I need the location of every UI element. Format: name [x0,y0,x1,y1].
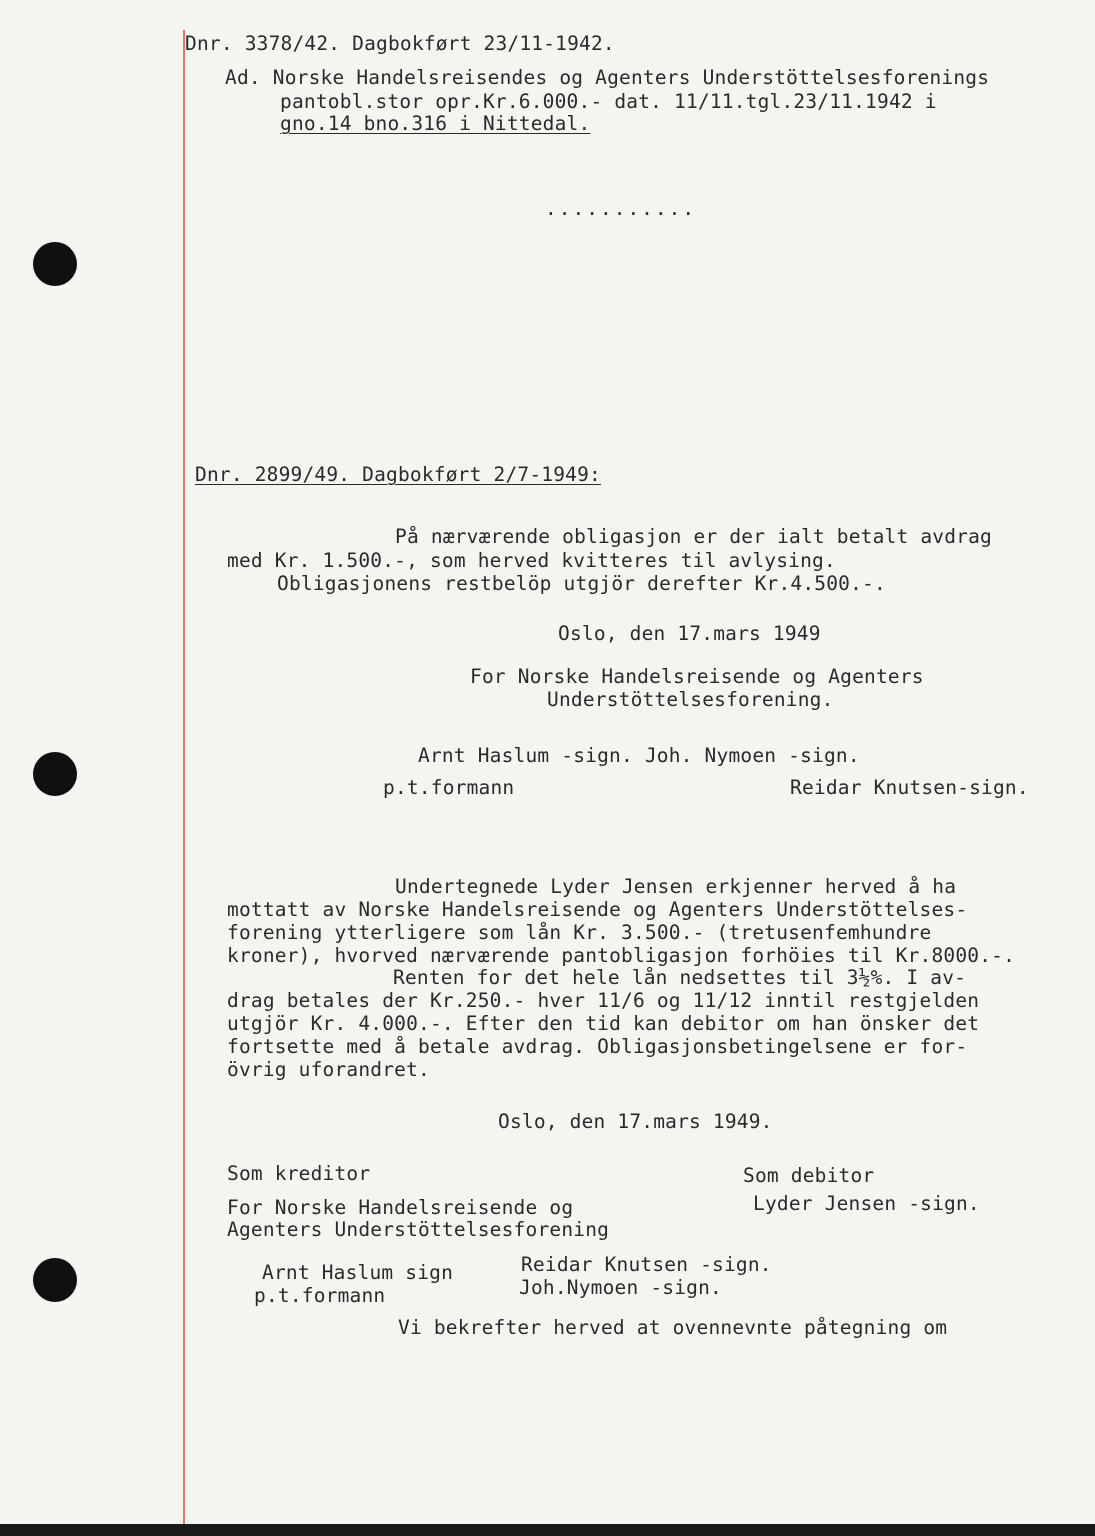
creditor-org-line-2: Agenters Understöttelsesforening [227,1218,610,1241]
scan-border [0,1524,1095,1536]
entry1-line-2: pantobl.stor opr.Kr.6.000.- dat. 11/11.tgl.23/11.1942 i [280,90,937,113]
entry1-dots: ........... [545,197,697,220]
punch-hole-top [33,242,77,286]
para2-line-8: fortsette med å betale avdrag. Obligasjonsbetingelsene er for- [227,1035,968,1058]
final-line: Vi bekrefter herved at ovennevnte påtegning om [398,1316,948,1339]
org-line-2: Understöttelsesforening. [547,688,834,711]
para2-line-5: Renten for det hele lån nedsettes til 3½%. I av- [393,966,967,989]
para1-line-3: Obligasjonens restbelöp utgjör derefter Kr.4.500.-. [277,572,886,595]
para2-line-4: kroner), hvorved nærværende pantobligasjon forhöies til Kr.8000.-. [227,944,1016,967]
role-1: p.t.formann [383,776,515,799]
para2-line-7: utgjör Kr. 4.000.-. Efter den tid kan debitor om han önsker det [227,1012,980,1035]
para2-line-1: Undertegnede Lyder Jensen erkjenner herved å ha [395,875,957,898]
creditor-org-line-1: For Norske Handelsreisende og [227,1196,574,1219]
creditor-sign: Arnt Haslum sign [262,1261,454,1284]
creditor-label: Som kreditor [227,1162,371,1185]
entry1-line-1: Ad. Norske Handelsreisendes og Agenters Understöttelsesforenings [225,66,990,89]
signer-1b: Reidar Knutsen-sign. [790,776,1029,799]
para1-line-2: med Kr. 1.500.-, som herved kvitteres til avlysing. [227,549,836,572]
para2-line-2: mottatt av Norske Handelsreisende og Agenters Understöttelses- [227,898,968,921]
red-margin-line [183,30,185,1524]
creditor-role: p.t.formann [254,1284,386,1307]
entry2-heading: Dnr. 2899/49. Dagbokført 2/7-1949: [195,463,601,486]
para2-line-3: forening ytterligere som lån Kr. 3.500.- (tretusenfemhundre [227,921,932,944]
debitor-sign: Lyder Jensen -sign. [753,1192,980,1215]
entry1-heading: Dnr. 3378/42. Dagbokført 23/11-1942. [185,32,615,55]
date-1: Oslo, den 17.mars 1949 [558,622,821,645]
para2-line-6: drag betales der Kr.250.- hver 11/6 og 11/12 inntil restgjelden [227,989,980,1012]
signers-2-line-2: Joh.Nymoen -sign. [519,1276,722,1299]
org-line-1: For Norske Handelsreisende og Agenters [470,665,924,688]
signers-2-line-1: Reidar Knutsen -sign. [521,1253,772,1276]
punch-hole-bottom [33,1258,77,1302]
para1-line-1: På nærværende obligasjon er der ialt betalt avdrag [395,525,992,548]
signers-1: Arnt Haslum -sign. Joh. Nymoen -sign. [418,744,860,767]
date-2: Oslo, den 17.mars 1949. [498,1110,773,1133]
punch-hole-middle [33,752,77,796]
para2-line-9: övrig uforandret. [227,1058,430,1081]
debitor-label: Som debitor [743,1164,875,1187]
entry1-line-3: gno.14 bno.316 i Nittedal. [280,112,591,135]
